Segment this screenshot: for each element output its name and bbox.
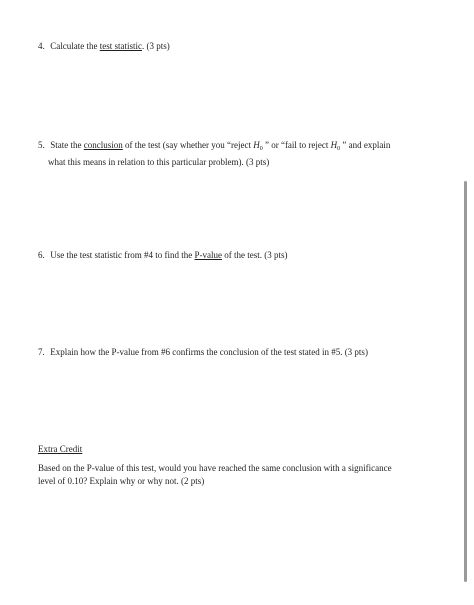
- p-value-term: P-value: [194, 250, 222, 260]
- question-6: [38, 249, 430, 262]
- question-number: 4.: [38, 41, 45, 51]
- question-text-part3: ” and explain: [340, 140, 391, 150]
- question-text-prefix: State the: [50, 140, 84, 150]
- question-number: 5.: [38, 140, 45, 150]
- extra-credit-line2: level of 0.10? Explain why or why not. (2 pts): [38, 476, 205, 486]
- question-text-suffix: of the test. (3 pts): [221, 250, 288, 260]
- vertical-scrollbar[interactable]: [464, 181, 467, 582]
- null-hypothesis-subscript: 0: [259, 146, 263, 152]
- question-5: [38, 139, 430, 169]
- null-hypothesis-symbol: H: [253, 140, 260, 150]
- extra-credit-heading: Extra Credit: [38, 444, 83, 454]
- question-number: 6.: [38, 250, 45, 260]
- question-text: Explain how the P-value from #6 confirms the conclusion of the test stated in #5. (3 pts): [50, 347, 368, 357]
- test-statistic-term: test statistic: [99, 41, 142, 51]
- extra-credit-section: [38, 443, 430, 456]
- question-number: 7.: [38, 347, 45, 357]
- question-4: [38, 40, 430, 53]
- extra-credit-body: [38, 462, 438, 488]
- conclusion-term: conclusion: [83, 140, 123, 150]
- null-hypothesis-subscript: 0: [337, 146, 341, 152]
- null-hypothesis-symbol: H: [330, 140, 338, 150]
- question-text-suffix: . (3 pts): [141, 41, 170, 51]
- question-text-line2: what this means in relation to this particular problem). (3 pts): [48, 157, 270, 167]
- question-text-part2: ” or “fail to reject: [262, 140, 331, 150]
- question-text-prefix: Use the test statistic from #4 to find the: [50, 250, 195, 260]
- question-text-prefix: Calculate the: [50, 41, 100, 51]
- extra-credit-line1: Based on the P-value of this test, would you have reached the same conclusion with a significance: [38, 463, 392, 473]
- question-text-part1: of the test (say whether you “reject: [122, 140, 254, 150]
- question-7: [38, 346, 430, 359]
